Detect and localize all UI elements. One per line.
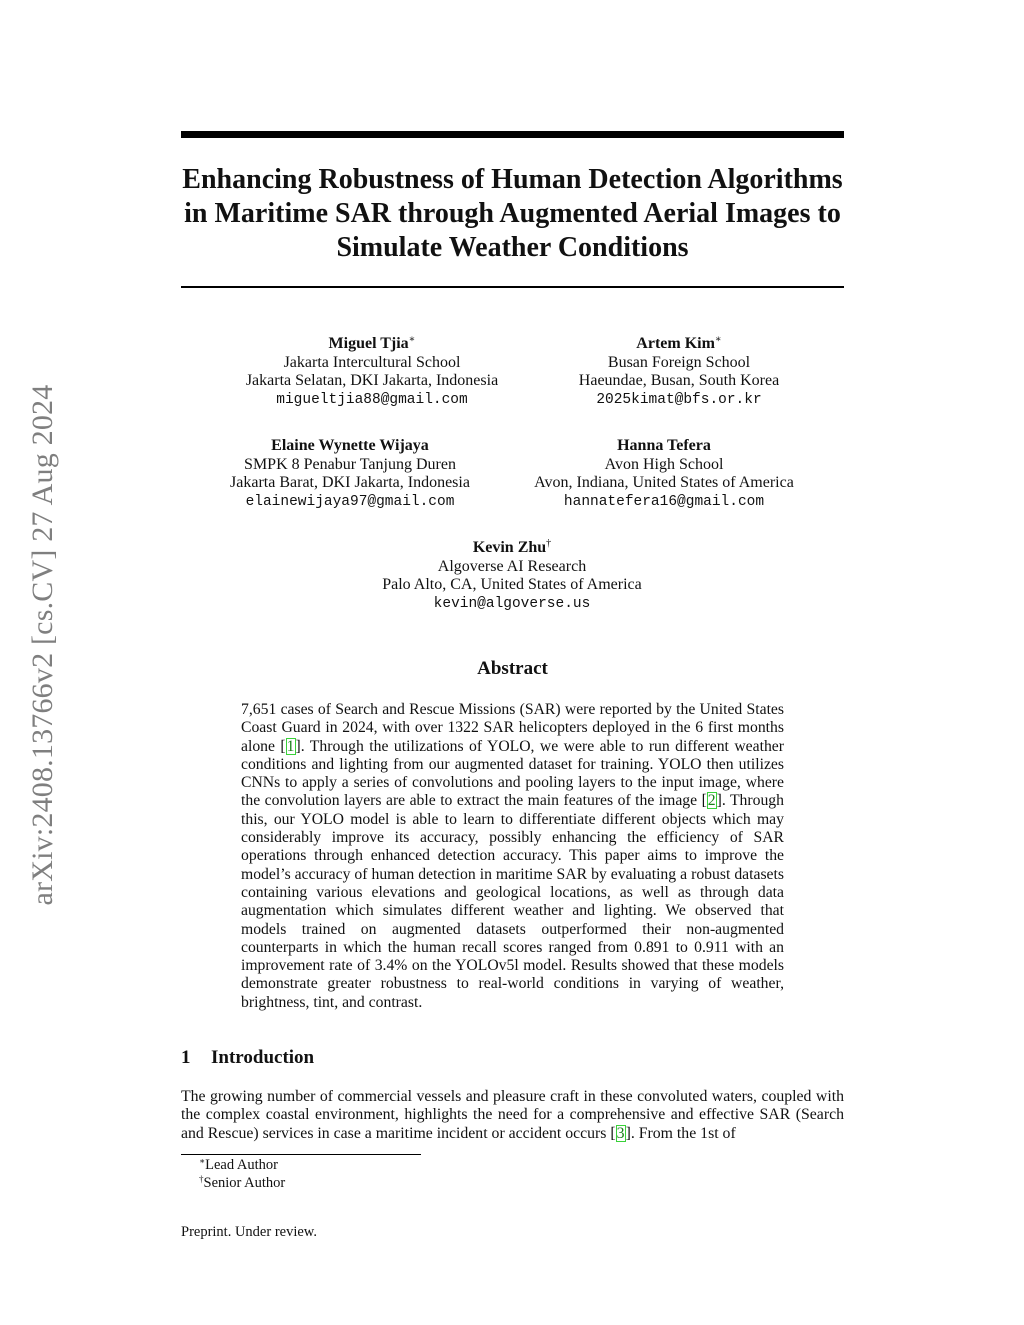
author-affiliation: Algoverse AI Research: [437, 557, 587, 575]
paper-title: Enhancing Robustness of Human Detection Algorithms in Maritime SAR through Augmented Aerial Images to Simulate Weather Conditions: [182, 164, 843, 263]
author-email[interactable]: migueltjia88@gmail.com: [276, 391, 468, 408]
author-name: Elaine Wynette Wijaya: [271, 437, 429, 454]
author-location: Palo Alto, CA, United States of America: [382, 576, 642, 593]
author-email[interactable]: hannatefera16@gmail.com: [563, 493, 765, 510]
section-heading-introduction: 1 Introduction: [181, 1047, 315, 1068]
author-email[interactable]: kevin@algoverse.us: [433, 595, 591, 612]
footnote-lead-author: ∗Lead Author: [199, 1156, 279, 1173]
author-email[interactable]: 2025kimat@bfs.or.kr: [596, 391, 762, 408]
footnote-rule: [181, 1154, 421, 1155]
citation-link[interactable]: 2: [707, 792, 716, 810]
preprint-note: Preprint. Under review.: [181, 1224, 317, 1240]
abstract-body: 7,651 cases of Search and Rescue Missions (SAR) were reported by the United States Coast Guard in 2024, with over 1322 SAR helicopters deployed in the 6 first months alone [1]. Through the utilizations of YOLO, we were able to run different weather conditions and lighting from our augmented dataset for training. YOLO then utilizes CNNs to apply a series of convolutions and pooling layers to the input image, where the convolution layers are able to extract the main features of the image [2]. Through this, our YOLO model is able to learn to differentiate different objects which may considerably improve its accuracy, possibly enhancing the efficiency of SAR operations through enhanced detection accuracy. This paper aims to improve the model’s accuracy of human detection in maritime SAR by evaluating a robust datasets containing various elevations and geological locations, as well as through data augmentation which simulates different weather and lighting. We observed that models trained on augmented datasets outperformed their non-augmented counterparts in which the human recall scores ranged from 0.891 to 0.911 with an improvement rate of 3.4% on the YOLOv5l model. Results showed that these models demonstrate greater robustness to real-world conditions in varying of weather, brightness, tint, and contrast.: [241, 701, 784, 1011]
citation-link[interactable]: 1: [286, 737, 295, 755]
author-name: Kevin Zhu†: [472, 538, 552, 556]
author-block-tefera: [474, 437, 854, 511]
author-affiliation: Avon High School: [604, 455, 724, 473]
footnote-senior-author: †Senior Author: [199, 1174, 286, 1191]
abstract-heading: Abstract: [477, 658, 548, 679]
author-name: Hanna Tefera: [617, 437, 711, 454]
introduction-body: The growing number of commercial vessels and pleasure craft in these convoluted waters, coupled with the complex coastal environment, highlights the need for a comprehensive and effective SAR (Search and Rescue) services in case a maritime incident or accident occurs [3]. From the 1st of: [181, 1088, 844, 1142]
title-top-rule: [181, 131, 844, 138]
author-location: Haeundae, Busan, South Korea: [578, 372, 780, 389]
title-bottom-rule: [181, 286, 844, 288]
author-affiliation: SMPK 8 Penabur Tanjung Duren: [244, 455, 456, 473]
arxiv-stamp: arXiv:2408.13766v2 [cs.CV] 27 Aug 2024: [26, 384, 59, 906]
author-location: Avon, Indiana, United States of America: [534, 474, 794, 491]
author-email[interactable]: elainewijaya97@gmail.com: [245, 493, 455, 510]
author-location: Jakarta Selatan, DKI Jakarta, Indonesia: [245, 372, 499, 389]
citation-link[interactable]: 3: [616, 1124, 625, 1142]
author-affiliation: Jakarta Intercultural School: [283, 353, 461, 371]
author-affiliation: Busan Foreign School: [607, 353, 751, 371]
author-block-kim: [489, 335, 869, 409]
author-name: Miguel Tjia∗: [328, 334, 416, 352]
author-location: Jakarta Barat, DKI Jakarta, Indonesia: [230, 474, 470, 491]
author-block-zhu: [322, 539, 702, 613]
author-name: Artem Kim∗: [636, 334, 722, 352]
